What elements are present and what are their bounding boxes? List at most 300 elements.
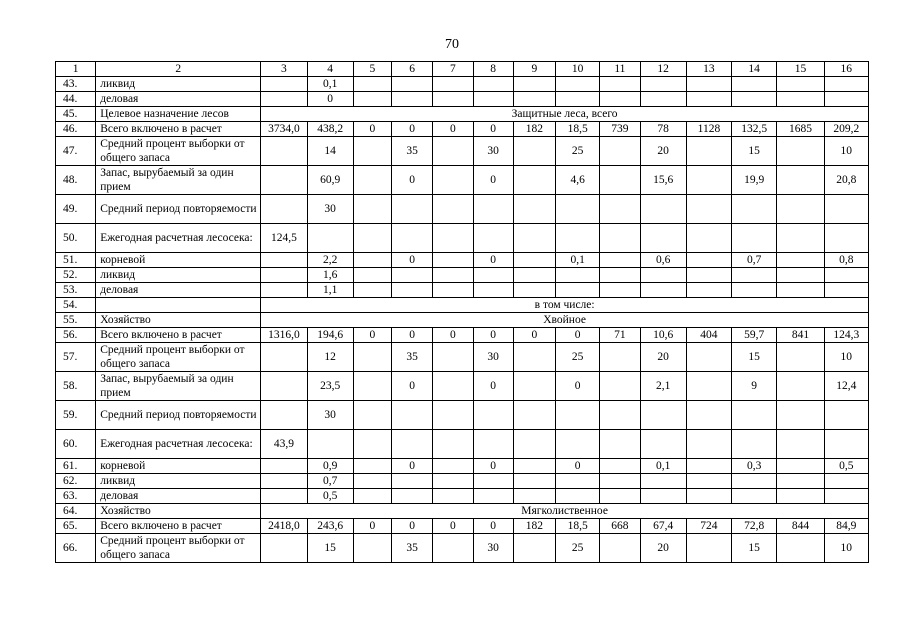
table-cell [261, 459, 307, 474]
table-row [56, 77, 869, 92]
table-cell: 30 [473, 534, 513, 563]
table-cell [513, 137, 555, 166]
table-cell [777, 343, 824, 372]
table-cell: 0,5 [824, 459, 868, 474]
table-cell: 724 [686, 519, 731, 534]
forest-calculation-table [55, 61, 869, 563]
table-cell: 2418,0 [261, 519, 307, 534]
table-cell [777, 283, 824, 298]
table-cell: 0,5 [307, 489, 353, 504]
table-cell [261, 343, 307, 372]
table-cell [686, 268, 731, 283]
table-cell [392, 195, 433, 224]
row-label: Всего включено в расчет [96, 328, 261, 343]
table-cell [513, 268, 555, 283]
table-cell [473, 224, 513, 253]
row-number: 63. [56, 489, 96, 504]
table-cell [777, 489, 824, 504]
table-cell [473, 401, 513, 430]
row-number: 53. [56, 283, 96, 298]
column-header: 14 [732, 62, 777, 77]
table-cell [392, 474, 433, 489]
table-cell [732, 283, 777, 298]
table-cell [686, 372, 731, 401]
row-label: корневой [96, 253, 261, 268]
table-cell: 0 [473, 253, 513, 268]
table-cell [513, 224, 555, 253]
row-label: Средний процент выборки от общего запаса [96, 534, 261, 563]
row-number: 48. [56, 166, 96, 195]
table-cell: 1316,0 [261, 328, 307, 343]
table-cell: 0,7 [732, 253, 777, 268]
table-cell: 15 [307, 534, 353, 563]
table-cell: 0 [353, 122, 391, 137]
table-cell [433, 137, 473, 166]
table-cell: 0,3 [732, 459, 777, 474]
row-label: Хозяйство [96, 313, 261, 328]
table-cell [556, 268, 600, 283]
table-cell: 209,2 [824, 122, 868, 137]
table-cell [732, 77, 777, 92]
table-row [56, 107, 869, 122]
table-cell [824, 489, 868, 504]
table-cell [600, 401, 640, 430]
table-cell [433, 92, 473, 107]
row-number: 50. [56, 224, 96, 253]
column-header: 2 [96, 62, 261, 77]
row-number: 54. [56, 298, 96, 313]
table-cell [824, 224, 868, 253]
table-row [56, 504, 869, 519]
row-label: Ежегодная расчетная лесосека: [96, 430, 261, 459]
row-number: 58. [56, 372, 96, 401]
table-cell [824, 474, 868, 489]
table-row [56, 166, 869, 195]
table-cell: 0 [556, 372, 600, 401]
table-cell [824, 268, 868, 283]
table-cell: 20 [640, 137, 686, 166]
table-cell [473, 77, 513, 92]
table-cell [686, 474, 731, 489]
section-heading: Мягколиственное [261, 504, 869, 519]
table-cell [824, 401, 868, 430]
table-cell [473, 92, 513, 107]
table-cell [513, 459, 555, 474]
table-cell [307, 430, 353, 459]
table-cell [392, 401, 433, 430]
column-header: 12 [640, 62, 686, 77]
table-cell [777, 92, 824, 107]
table-row [56, 283, 869, 298]
table-cell: 0 [353, 328, 391, 343]
table-cell [686, 195, 731, 224]
column-header: 1 [56, 62, 96, 77]
table-cell: 0 [556, 459, 600, 474]
table-cell [433, 401, 473, 430]
table-cell [392, 489, 433, 504]
row-number: 51. [56, 253, 96, 268]
table-cell [777, 77, 824, 92]
table-cell: 1,1 [307, 283, 353, 298]
table-cell [600, 77, 640, 92]
table-cell [433, 77, 473, 92]
table-cell: 0,1 [307, 77, 353, 92]
table-cell: 15 [732, 534, 777, 563]
table-cell [600, 489, 640, 504]
table-cell [513, 166, 555, 195]
table-cell: 1685 [777, 122, 824, 137]
table-cell: 124,3 [824, 328, 868, 343]
table-cell [353, 77, 391, 92]
table-cell: 18,5 [556, 122, 600, 137]
table-cell: 67,4 [640, 519, 686, 534]
table-cell [600, 343, 640, 372]
table-cell [353, 224, 391, 253]
table-cell [513, 474, 555, 489]
row-number: 47. [56, 137, 96, 166]
row-number: 55. [56, 313, 96, 328]
table-cell [556, 195, 600, 224]
row-label: Ежегодная расчетная лесосека: [96, 224, 261, 253]
table-cell [686, 489, 731, 504]
table-cell: 0,1 [556, 253, 600, 268]
table-cell: 739 [600, 122, 640, 137]
row-number: 62. [56, 474, 96, 489]
table-cell [824, 195, 868, 224]
table-cell: 1,6 [307, 268, 353, 283]
table-cell [556, 92, 600, 107]
table-cell [392, 92, 433, 107]
table-cell [732, 489, 777, 504]
table-cell [824, 430, 868, 459]
table-cell [824, 92, 868, 107]
table-cell [353, 474, 391, 489]
table-row [56, 92, 869, 107]
table-cell [353, 343, 391, 372]
table-cell [777, 137, 824, 166]
table-cell [777, 534, 824, 563]
table-cell [261, 137, 307, 166]
table-cell [777, 268, 824, 283]
table-cell: 59,7 [732, 328, 777, 343]
table-cell: 0,9 [307, 459, 353, 474]
row-number: 49. [56, 195, 96, 224]
column-header: 5 [353, 62, 391, 77]
table-cell [686, 459, 731, 474]
table-cell: 23,5 [307, 372, 353, 401]
table-row [56, 122, 869, 137]
row-number: 61. [56, 459, 96, 474]
table-cell: 10,6 [640, 328, 686, 343]
table-cell: 194,6 [307, 328, 353, 343]
row-label [96, 298, 261, 313]
header-row [56, 62, 869, 77]
table-cell [640, 430, 686, 459]
row-label: корневой [96, 459, 261, 474]
table-cell [556, 489, 600, 504]
table-cell: 182 [513, 519, 555, 534]
table-cell: 438,2 [307, 122, 353, 137]
table-cell: 0,8 [824, 253, 868, 268]
table-cell [513, 283, 555, 298]
table-cell [556, 430, 600, 459]
table-cell [600, 253, 640, 268]
table-cell [261, 195, 307, 224]
table-cell [600, 224, 640, 253]
table-cell: 3734,0 [261, 122, 307, 137]
table-cell [261, 489, 307, 504]
table-cell [777, 195, 824, 224]
table-cell [353, 268, 391, 283]
table-cell [353, 166, 391, 195]
table-cell [640, 77, 686, 92]
table-cell [433, 430, 473, 459]
row-label: Средний процент выборки от общего запаса [96, 343, 261, 372]
table-cell [640, 224, 686, 253]
column-header: 15 [777, 62, 824, 77]
table-cell [600, 459, 640, 474]
table-cell: 0 [433, 519, 473, 534]
table-cell [600, 534, 640, 563]
table-cell [556, 401, 600, 430]
table-cell [732, 401, 777, 430]
table-row [56, 401, 869, 430]
table-cell: 14 [307, 137, 353, 166]
table-cell: 25 [556, 343, 600, 372]
table-cell [513, 253, 555, 268]
table-cell [777, 253, 824, 268]
table-cell: 0 [392, 372, 433, 401]
table-cell [433, 534, 473, 563]
table-cell [261, 92, 307, 107]
table-cell [433, 372, 473, 401]
table-cell [556, 474, 600, 489]
column-header: 4 [307, 62, 353, 77]
table-cell [600, 92, 640, 107]
table-cell: 20 [640, 343, 686, 372]
table-cell [556, 77, 600, 92]
table-cell [261, 77, 307, 92]
table-cell: 0 [473, 519, 513, 534]
table-cell: 35 [392, 534, 433, 563]
table-cell [686, 92, 731, 107]
table-cell [433, 489, 473, 504]
row-number: 46. [56, 122, 96, 137]
table-cell: 0 [307, 92, 353, 107]
row-number: 45. [56, 107, 96, 122]
table-cell: 0 [513, 328, 555, 343]
table-cell: 0 [392, 122, 433, 137]
table-cell: 844 [777, 519, 824, 534]
row-number: 59. [56, 401, 96, 430]
row-number: 65. [56, 519, 96, 534]
table-cell: 0 [392, 459, 433, 474]
row-number: 52. [56, 268, 96, 283]
section-heading: Хвойное [261, 313, 869, 328]
table-cell [513, 77, 555, 92]
table-cell [732, 92, 777, 107]
row-number: 60. [56, 430, 96, 459]
table-row [56, 430, 869, 459]
table-cell: 10 [824, 343, 868, 372]
table-cell [600, 283, 640, 298]
table-cell [732, 224, 777, 253]
table-row [56, 195, 869, 224]
table-cell [473, 489, 513, 504]
table-row [56, 372, 869, 401]
table-cell [513, 489, 555, 504]
row-label: Средний процент выборки от общего запаса [96, 137, 261, 166]
table-cell [600, 474, 640, 489]
column-header: 13 [686, 62, 731, 77]
table-cell: 0,1 [640, 459, 686, 474]
table-cell [732, 474, 777, 489]
table-cell: 243,6 [307, 519, 353, 534]
table-row [56, 137, 869, 166]
table-row [56, 313, 869, 328]
table-cell [640, 401, 686, 430]
table-cell: 404 [686, 328, 731, 343]
page-number: 70 [445, 37, 459, 52]
table-cell [353, 534, 391, 563]
table-cell [513, 195, 555, 224]
table-cell [640, 474, 686, 489]
table-cell [473, 474, 513, 489]
table-cell: 30 [473, 343, 513, 372]
table-cell: 35 [392, 343, 433, 372]
table-cell [392, 77, 433, 92]
table-cell: 0 [392, 253, 433, 268]
table-cell: 30 [307, 195, 353, 224]
table-row [56, 253, 869, 268]
table-cell [353, 372, 391, 401]
table-cell: 0 [473, 372, 513, 401]
table-cell: 78 [640, 122, 686, 137]
table-cell: 72,8 [732, 519, 777, 534]
table-cell: 2,1 [640, 372, 686, 401]
row-number: 56. [56, 328, 96, 343]
table-cell [824, 283, 868, 298]
table-cell [392, 430, 433, 459]
table-cell: 43,9 [261, 430, 307, 459]
table-cell: 0 [433, 122, 473, 137]
row-label: деловая [96, 489, 261, 504]
table-row [56, 343, 869, 372]
table-cell [777, 430, 824, 459]
table-cell: 0 [353, 519, 391, 534]
table-cell [433, 195, 473, 224]
column-header: 7 [433, 62, 473, 77]
table-cell: 60,9 [307, 166, 353, 195]
table-cell: 0,6 [640, 253, 686, 268]
row-number: 57. [56, 343, 96, 372]
column-header: 11 [600, 62, 640, 77]
table-cell: 0 [556, 328, 600, 343]
table-cell [353, 195, 391, 224]
table-cell [392, 224, 433, 253]
table-row [56, 268, 869, 283]
table-cell [640, 92, 686, 107]
table-cell: 25 [556, 137, 600, 166]
table-cell: 19,9 [732, 166, 777, 195]
table-cell [353, 459, 391, 474]
table-cell: 132,5 [732, 122, 777, 137]
table-cell: 1128 [686, 122, 731, 137]
table-cell [600, 195, 640, 224]
table-cell [600, 268, 640, 283]
table-cell [600, 166, 640, 195]
table-cell: 0 [473, 328, 513, 343]
row-label: Средний период повторяемости [96, 195, 261, 224]
table-cell: 182 [513, 122, 555, 137]
table-cell [353, 489, 391, 504]
section-heading: Защитные леса, всего [261, 107, 869, 122]
table-cell [261, 401, 307, 430]
table-cell [686, 401, 731, 430]
table-cell [513, 372, 555, 401]
table-cell: 15 [732, 137, 777, 166]
table-cell: 20 [640, 534, 686, 563]
column-header: 8 [473, 62, 513, 77]
table-cell [261, 253, 307, 268]
table-cell [640, 268, 686, 283]
row-label: Хозяйство [96, 504, 261, 519]
table-cell: 71 [600, 328, 640, 343]
table-cell [686, 137, 731, 166]
table-cell [777, 372, 824, 401]
table-cell: 2,2 [307, 253, 353, 268]
row-number: 64. [56, 504, 96, 519]
table-row [56, 474, 869, 489]
table-cell [433, 283, 473, 298]
table-row [56, 489, 869, 504]
table-cell: 0 [433, 328, 473, 343]
table-cell [777, 459, 824, 474]
row-label: ликвид [96, 474, 261, 489]
table-cell: 0 [392, 519, 433, 534]
table-cell [732, 268, 777, 283]
row-label: Всего включено в расчет [96, 122, 261, 137]
table-cell: 668 [600, 519, 640, 534]
column-header: 6 [392, 62, 433, 77]
table-cell [600, 137, 640, 166]
table-cell [353, 137, 391, 166]
section-heading: в том числе: [261, 298, 869, 313]
table-cell [261, 283, 307, 298]
table-cell [732, 430, 777, 459]
row-label: деловая [96, 92, 261, 107]
row-label: Всего включено в расчет [96, 519, 261, 534]
table-cell: 0 [392, 328, 433, 343]
table-cell [686, 253, 731, 268]
table-cell [261, 372, 307, 401]
table-row [56, 459, 869, 474]
table-cell [732, 195, 777, 224]
table-cell: 841 [777, 328, 824, 343]
row-label: деловая [96, 283, 261, 298]
table-cell: 0 [473, 166, 513, 195]
table-cell: 0 [392, 166, 433, 195]
table-cell [473, 195, 513, 224]
table-row [56, 328, 869, 343]
table-cell [686, 224, 731, 253]
row-number: 43. [56, 77, 96, 92]
table-cell: 15 [732, 343, 777, 372]
table-cell: 4,6 [556, 166, 600, 195]
table-cell [392, 283, 433, 298]
table-cell: 9 [732, 372, 777, 401]
table-cell [433, 224, 473, 253]
